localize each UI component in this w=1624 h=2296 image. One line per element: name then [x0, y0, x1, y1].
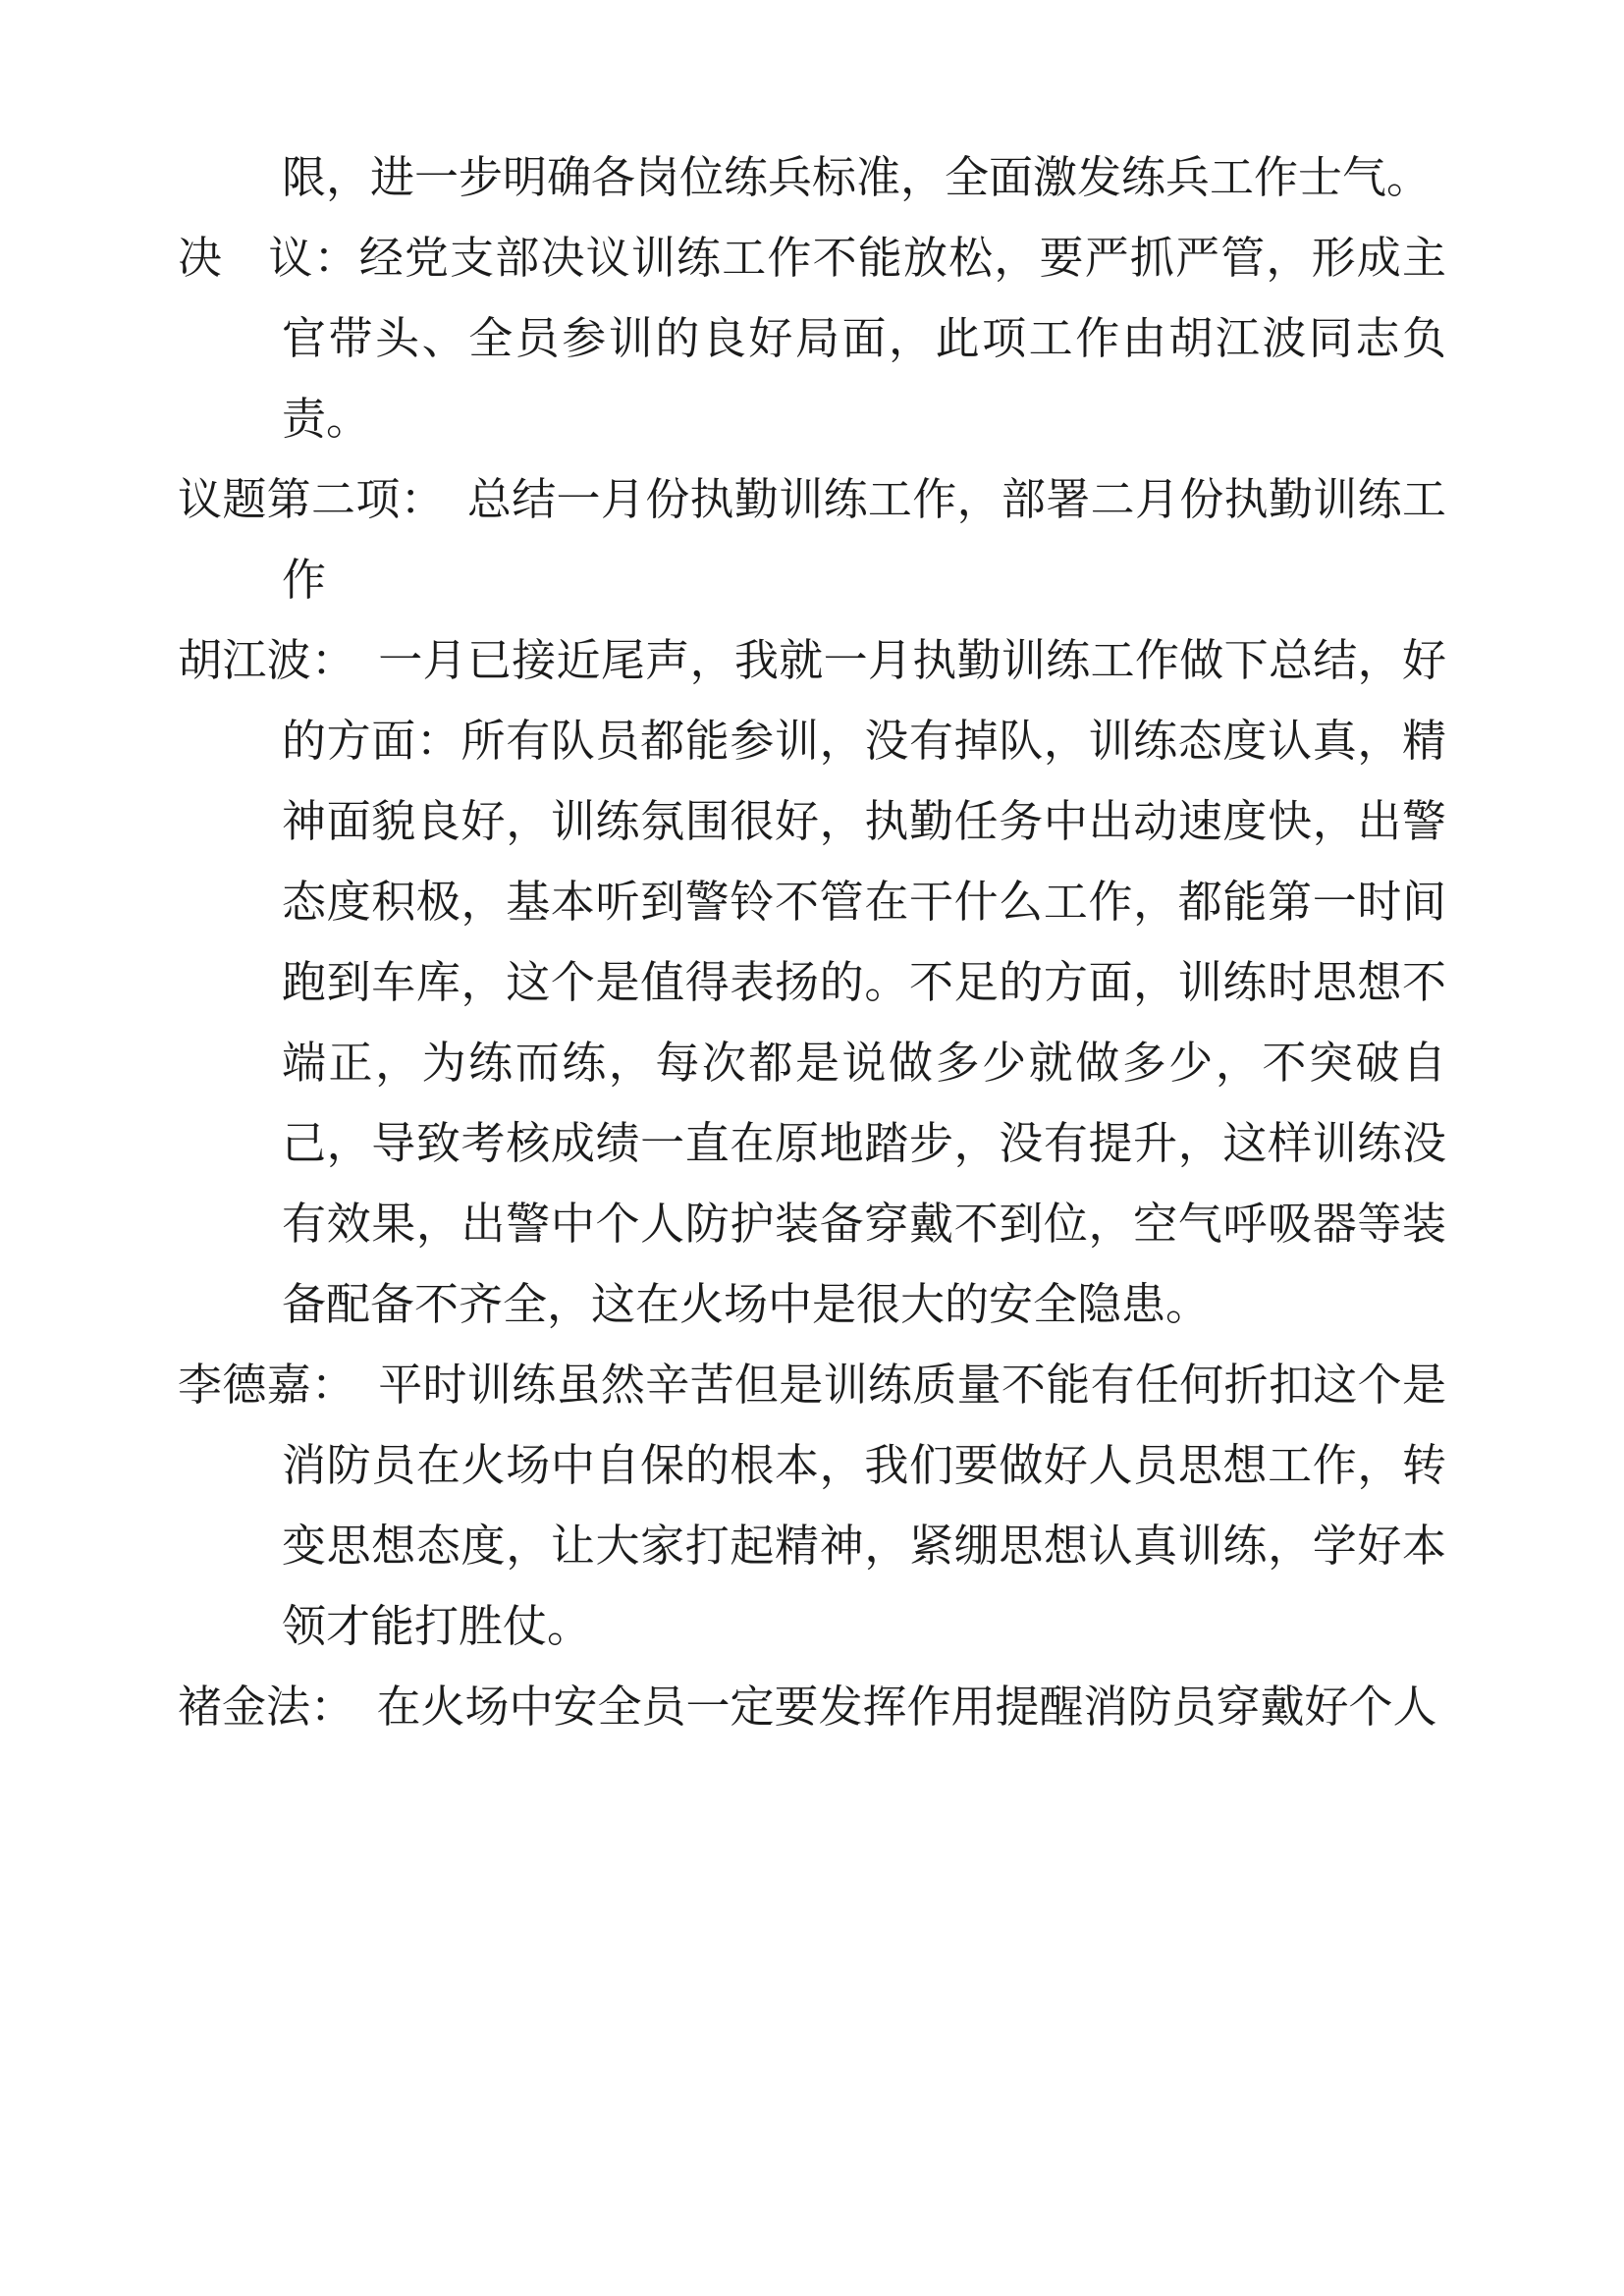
paragraph-text: 经党支部决议训练工作不能放松，要严抓严管，形成主官带头、全员参训的良好局面，此项工作由胡江波同志负责。: [282, 233, 1446, 444]
paragraph-speech-hujiangbo: [178, 620, 1446, 1345]
paragraph-resolution: [178, 218, 1446, 459]
paragraph-speech-chujinfa: [178, 1667, 1446, 1747]
paragraph-text: 平时训练虽然辛苦但是训练质量不能有任何折扣这个是消防员在火场中自保的根本，我们要做好人员思想工作，转变思想态度，让大家打起精神，紧绷思想认真训练，学好本领才能打胜仗。: [282, 1360, 1446, 1651]
paragraph-speech-lidejia: [178, 1345, 1446, 1667]
paragraph-text: 一月已接近尾声，我就一月执勤训练工作做下总结，好的方面：所有队员都能参训，没有掉队，训练态度认真，精神面貌良好，训练氛围很好，执勤任务中出动速度快，出警态度积极，基本听到警铃不管在干什么工作，都能第一时间跑到车库，这个是值得表扬的。不足的方面，训练时思想不端正，为练而练，每次都是说做多少就做多少，不突破自己，导致考核成绩一直在原地踏步，没有提升，这样训练没有效果，出警中个人防护装备穿戴不到位，空气呼吸器等装备配备不齐全，这在火场中是很大的安全隐患。: [282, 635, 1446, 1329]
speaker-label: 李德嘉：: [178, 1360, 334, 1410]
speaker-label: 胡江波：: [178, 635, 334, 685]
paragraph-continuation: [178, 137, 1446, 218]
resolution-label: 决 议：: [178, 233, 359, 283]
paragraph-text: 在火场中安全员一定要发挥作用提醒消防员穿戴好个人: [332, 1682, 1437, 1732]
document-body: [178, 137, 1446, 1747]
speaker-label: 褚金法：: [178, 1682, 333, 1732]
agenda-item-label: 议题第二项：: [178, 474, 423, 524]
paragraph-text: 限，进一步明确各岗位练兵标准，全面激发练兵工作士气。: [282, 152, 1432, 202]
paragraph-agenda-item-2: [178, 459, 1446, 620]
paragraph-text: 总结一月份执勤训练工作，部署二月份执勤训练工作: [282, 474, 1446, 605]
